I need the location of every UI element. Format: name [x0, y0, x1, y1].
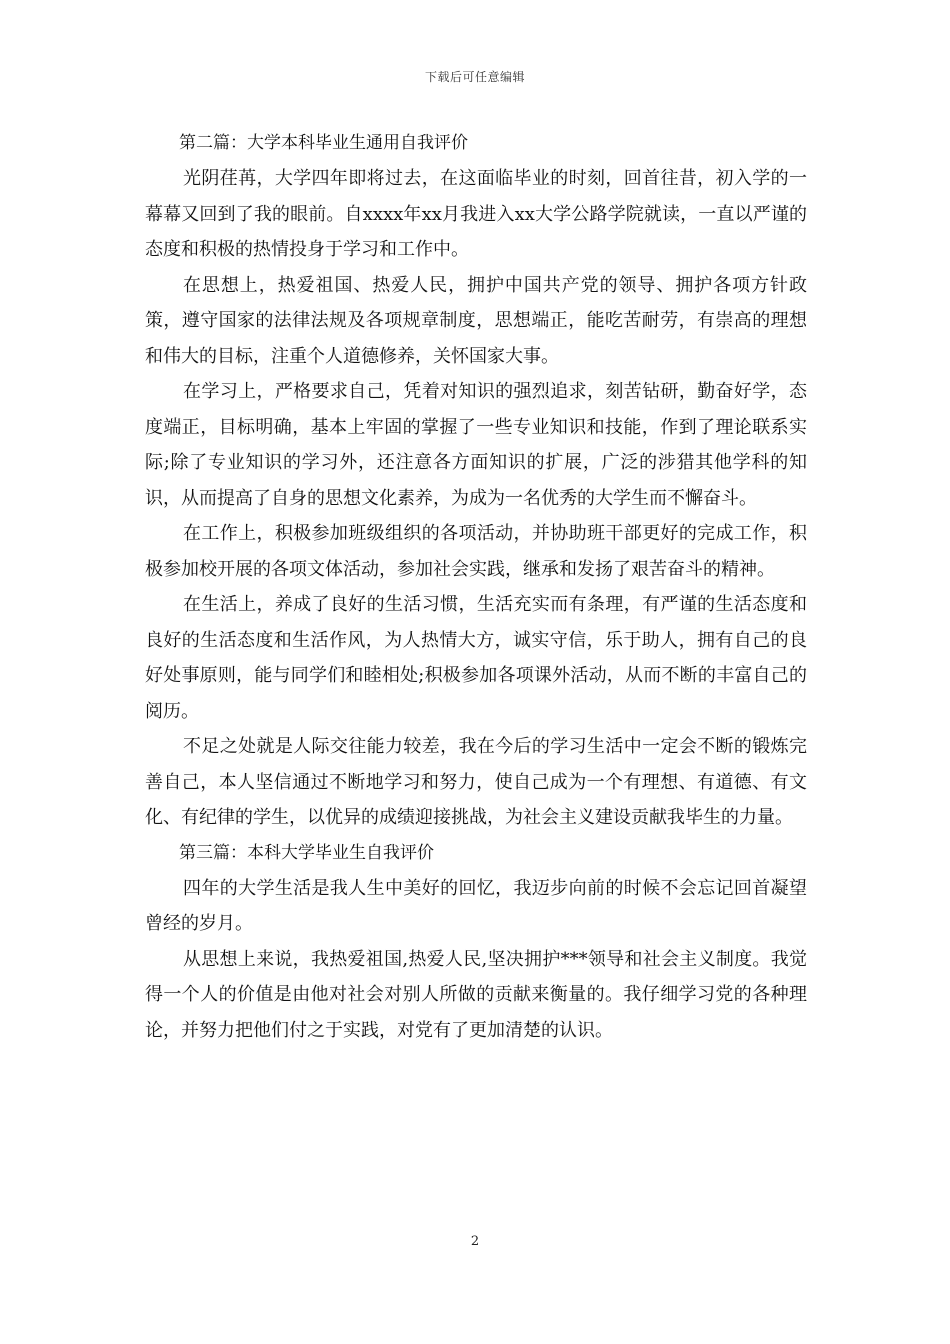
paragraph-work: 在工作上，积极参加班级组织的各项活动，并协助班干部更好的完成工作，积极参加校开展的各项文体活动，参加社会实践，继承和发扬了艰苦奋斗的精神。	[145, 523, 807, 580]
paragraph-life: 在生活上，养成了良好的生活习惯，生活充实而有条理，有严谨的生活态度和良好的生活态度和生活作风，为人热情大方，诚实守信，乐于助人，拥有自己的良好处事原则，能与同学们和睦相处;积极参加各项课外活动，从而不断的丰富自己的阅历。	[145, 594, 807, 722]
section-heading-3: 第三篇：本科大学毕业生自我评价	[179, 842, 434, 863]
paragraph-intro: 光阴荏苒，大学四年即将过去，在这面临毕业的时刻，回首往昔，初入学的一幕幕又回到了我的眼前。自xxxx年xx月我进入xx大学公路学院就读，一直以严谨的态度和积极的热情投身于学习和工作中。	[145, 168, 807, 260]
section-heading-2: 第二篇：大学本科毕业生通用自我评价	[179, 133, 468, 153]
page-number: 2	[470, 1234, 480, 1249]
paragraph-shortcomings: 不足之处就是人际交往能力较差，我在今后的学习生活中一定会不断的锻炼完善自己，本人坚信通过不断地学习和努力，使自己成为一个有理想、有道德、有文化、有纪律的学生，以优异的成绩迎接挑战，为社会主义建设贡献我毕生的力量。	[145, 736, 807, 828]
paragraph-ideology: 从思想上来说，我热爱祖国,热爱人民,坚决拥护***领导和社会主义制度。我觉得一个人的价值是由他对社会对别人所做的贡献来衡量的。我仔细学习党的各种理论，并努力把他们付之于实践，对党有了更加清楚的认识。	[145, 948, 807, 1041]
paragraph-memories: 四年的大学生活是我人生中美好的回忆，我迈步向前的时候不会忘记回首凝望曾经的岁月。	[145, 877, 807, 934]
page-header: 下载后可任意编辑	[424, 70, 525, 84]
paragraph-study: 在学习上，严格要求自己，凭着对知识的强烈追求，刻苦钻研，勤奋好学，态度端正，目标明确，基本上牢固的掌握了一些专业知识和技能，作到了理论联系实际;除了专业知识的学习外，还注意各方面知识的扩展，广泛的涉猎其他学科的知识，从而提高了自身的思想文化素养，为成为一名优秀的大学生而不懈奋斗。	[145, 381, 807, 509]
paragraph-thought: 在思想上，热爱祖国、热爱人民，拥护中国共产党的领导、拥护各项方针政策，遵守国家的法律法规及各项规章制度，思想端正，能吃苦耐劳，有崇高的理想和伟大的目标，注重个人道德修养，关怀国家大事。	[145, 274, 807, 367]
document-body	[145, 126, 807, 1048]
